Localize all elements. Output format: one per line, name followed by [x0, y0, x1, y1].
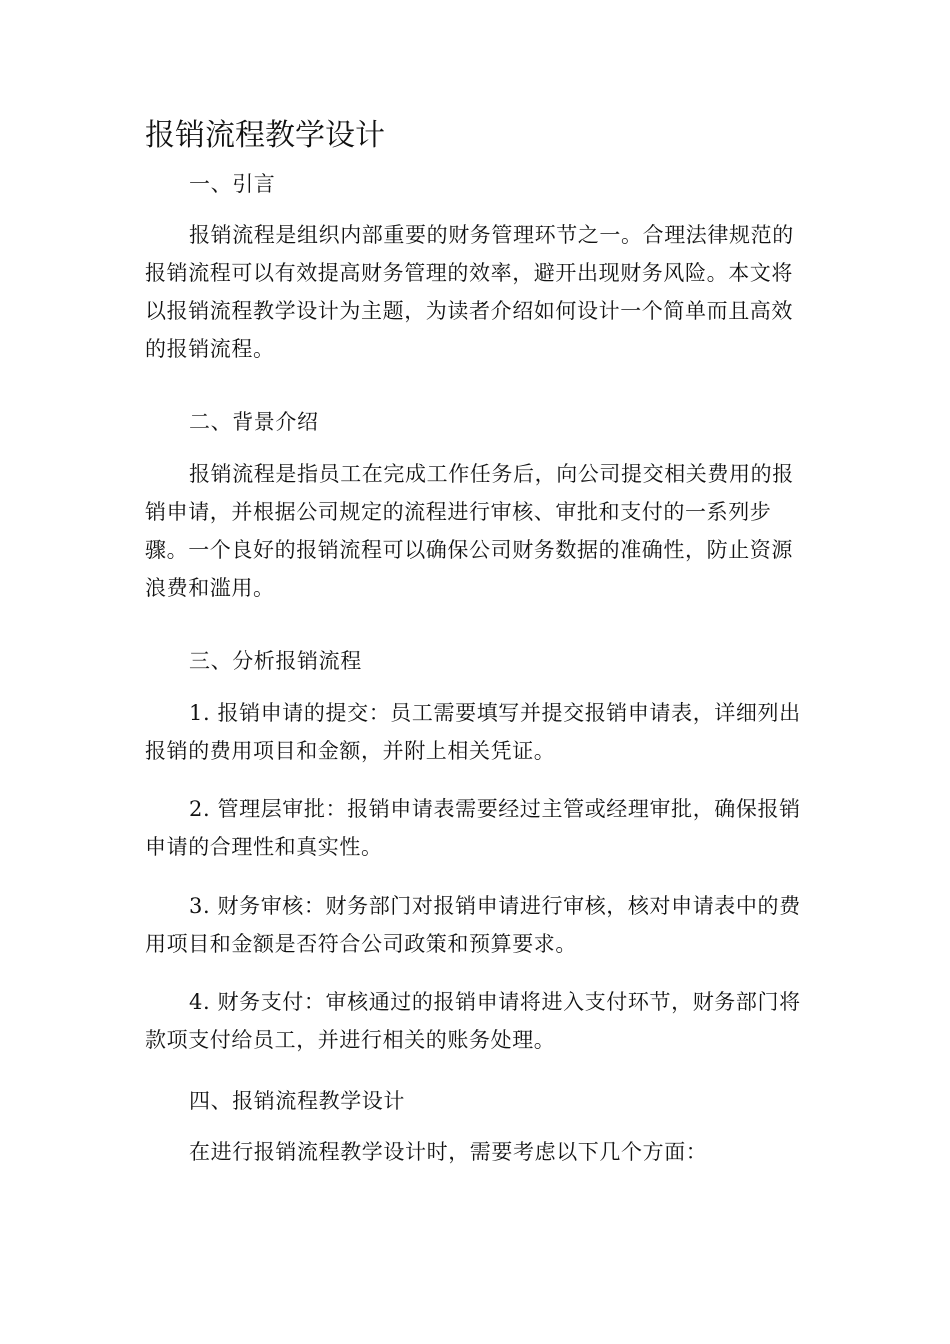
- paragraph-introduction: 报销流程是组织内部重要的财务管理环节之一。合理法律规范的报销流程可以有效提高财务管理的效率，避开出现财务风险。本文将以报销流程教学设计为主题，为读者介绍如何设计一个简单而且高效的报销流程。: [145, 223, 794, 361]
- paragraph-teaching-design: 在进行报销流程教学设计时，需要考虑以下几个方面：: [189, 1140, 708, 1164]
- list-item-step-4: 4. 财务支付：审核通过的报销申请将进入支付环节，财务部门将款项支付给员工，并进行相关的账务处理。: [145, 990, 801, 1052]
- section-heading-background: 二、背景介绍: [189, 410, 319, 434]
- section-heading-analysis: 三、分析报销流程: [189, 649, 362, 673]
- list-item-step-3: 3. 财务审核：财务部门对报销申请进行审核，核对申请表中的费用项目和金额是否符合公司政策和预算要求。: [145, 894, 801, 956]
- document-title: 报销流程教学设计: [145, 118, 385, 153]
- section-heading-teaching-design: 四、报销流程教学设计: [189, 1089, 405, 1113]
- paragraph-background: 报销流程是指员工在完成工作任务后，向公司提交相关费用的报销申请，并根据公司规定的流程进行审核、审批和支付的一系列步骤。一个良好的报销流程可以确保公司财务数据的准确性，防止资源浪费和滥用。: [145, 462, 794, 600]
- list-item-step-2: 2. 管理层审批：报销申请表需要经过主管或经理审批，确保报销申请的合理性和真实性。: [145, 797, 801, 859]
- section-heading-introduction: 一、引言: [189, 172, 276, 196]
- list-item-step-1: 1. 报销申请的提交：员工需要填写并提交报销申请表，详细列出报销的费用项目和金额，并附上相关凭证。: [145, 701, 801, 763]
